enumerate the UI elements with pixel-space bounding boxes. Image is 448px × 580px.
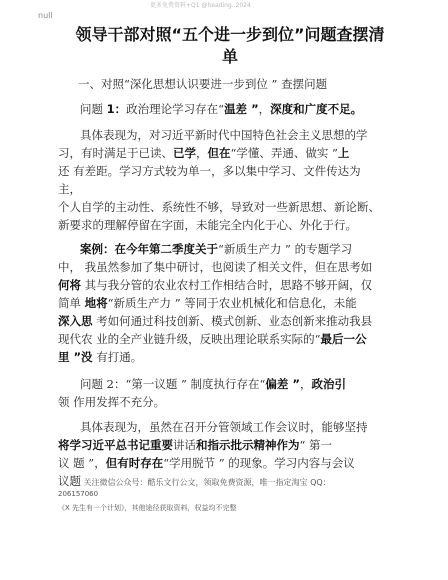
- p2-l3-a: 议 题 ”，: [58, 456, 106, 470]
- p1-line-6: 新要求的理解停留在字面，未能完全内化于心、外化于行。: [58, 218, 357, 232]
- p1-l2-d: 但在: [207, 146, 231, 160]
- p1-line-1: 具体表现为，对习近平新时代中国特色社会主义思想的学: [80, 128, 368, 142]
- case-line-1: [80, 242, 352, 256]
- q1-prefix: 问题: [80, 102, 107, 116]
- p1-l2-a: 习，有时满足于已读、: [58, 146, 173, 160]
- header-watermark: 更多免费资料+Q1 @heading..2024: [150, 2, 251, 9]
- q1-tail: ，: [258, 102, 271, 116]
- q1-bold-1: 温差 ”: [224, 102, 259, 116]
- case-line-3: [58, 278, 372, 292]
- case-l4-c: “新质生产力 ” 等同于农业机械化和信息化，未能: [107, 296, 357, 310]
- title-line-1: 领导干部对照“五个进一步到位”问题查摆清: [75, 25, 385, 44]
- p1-line-2: [58, 146, 349, 160]
- question-1: [80, 102, 362, 116]
- case-l4-a: 简单: [58, 296, 85, 310]
- case-l7-b: 有打通。: [92, 350, 143, 364]
- p1-l2-f: 上: [337, 146, 350, 160]
- footer-qq-number: 206157060: [58, 490, 99, 498]
- case-line-6: [58, 332, 367, 346]
- case-l5-a: 深入思: [58, 314, 93, 328]
- case-line-7: [58, 350, 142, 364]
- case-l3-a: 何将: [58, 278, 81, 292]
- case-line-4: [58, 296, 357, 310]
- p1-l2-e: “学懂、弄通、做实 ”: [230, 146, 338, 160]
- question-2-line-1: [80, 377, 346, 391]
- q1-text: 政治理论学习存在“: [126, 102, 225, 116]
- p2-l4-a: 议题: [58, 474, 81, 488]
- p2-line-1: 具体表现为，虽然在召开分管领域工作会议时，能够坚持: [80, 420, 368, 434]
- p2-l3-c: “学用脱节 ” 的现象。学习内容与会议: [163, 456, 355, 470]
- p2-line-2: [58, 438, 332, 452]
- p1-l2-b: 已学: [173, 146, 196, 160]
- p2-l2-b: 讲话: [173, 438, 196, 452]
- case-l7-a: 里 ”没: [58, 350, 93, 364]
- null-label: null: [38, 11, 53, 20]
- p1-line-3: 还 有差距。学习方式较为单一，多以集中学习、文件传达为: [58, 164, 361, 178]
- p1-line-5: 个人自学的主动性、系统性不够，导致对一些新思想、新论断、: [58, 200, 380, 214]
- q2-l1-b: 偏差 ”: [265, 377, 300, 391]
- case-l3-b: 其与我分管的农业农村工作相结合时，思路不够开阔，仅: [81, 278, 373, 292]
- p2-line-3: [58, 456, 355, 470]
- case-l4-b: 地将: [84, 296, 108, 310]
- case-label: 案例: [80, 242, 103, 256]
- case-line-5: [58, 314, 372, 328]
- case-l1-c: “新质生产力 ” 的专题学习: [218, 242, 353, 256]
- p1-l2-c: ，: [196, 146, 208, 160]
- q1-num: 1：: [106, 102, 127, 116]
- p2-l3-b: 但有时存在: [105, 456, 164, 470]
- p2-l2-a: 将学习近平总书记重要: [58, 438, 173, 452]
- case-l5-b: 考如何通过科技创新、模式创新、业态创新来推动我县: [92, 314, 373, 328]
- section-heading: 一、对照“深化思想认识要进一步到位 ” 查摆问题: [78, 77, 328, 91]
- question-2-line-2: 领 作用发挥不充分。: [58, 395, 166, 409]
- footer-notice: 《X 先生有一个计划》，其他途径获取资料，权益均不完整: [58, 504, 237, 512]
- case-line-2: 中， 我虽然参加了集中研讨，也阅读了相关文件，但在思考如: [58, 260, 373, 274]
- p1-line-4: 主，: [58, 182, 81, 196]
- title-line-2: 单: [221, 47, 238, 66]
- case-l6-b: 最后一公: [320, 332, 367, 346]
- p2-line-4: [58, 474, 331, 490]
- q2-l1-a: 问题 2：“第一议题 ” 制度执行存在“: [80, 377, 266, 391]
- document-title: [60, 24, 400, 68]
- q1-bold-2: 深度和广度不足。: [270, 102, 363, 116]
- footer-promo: 关注微信公众号：酷乐文行公文，领取免费资源，唯一指定淘宝 QQ：: [81, 478, 331, 487]
- q2-l1-c: ，: [299, 377, 312, 391]
- case-l6-a: 现代农 业的全产业链升级，反映出理论联系实际的“: [58, 332, 321, 346]
- p2-l2-c: 和指示批示精神作为: [196, 438, 300, 452]
- q2-l1-d: 政治引: [311, 377, 346, 391]
- p2-l2-d: “ 第一: [299, 438, 333, 452]
- case-l1-b: ：在今年第二季度关于: [103, 242, 218, 256]
